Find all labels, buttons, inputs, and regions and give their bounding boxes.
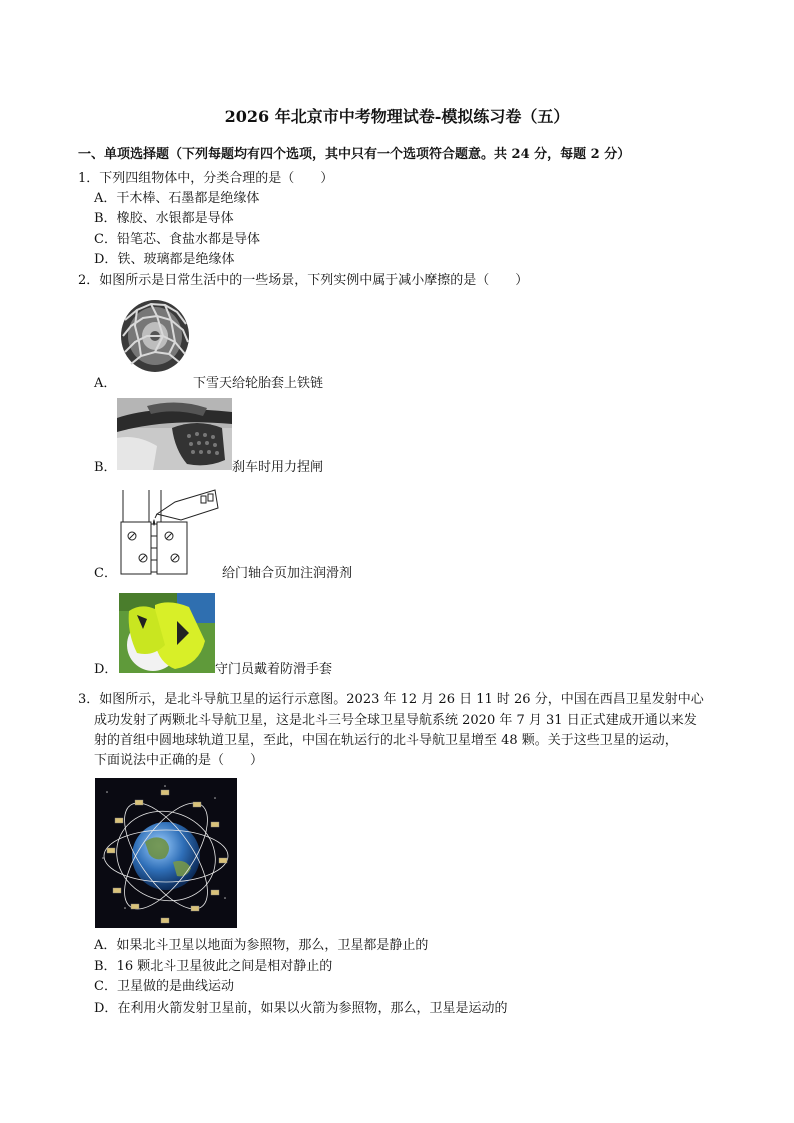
option-letter: C． xyxy=(94,979,117,994)
question-2-stem: 2．如图所示是日常生活中的一些场景，下列实例中属于减小摩擦的是（ ） xyxy=(78,273,529,288)
q3-option-a xyxy=(94,938,428,954)
option-text: 在利用火箭发射卫星前，如果以火箭为参照物，那么，卫星是运动的 xyxy=(117,1001,508,1016)
option-text: 如果北斗卫星以地面为参照物，那么，卫星都是静止的 xyxy=(116,938,429,953)
option-text: 卫星做的是曲线运动 xyxy=(116,979,234,994)
q1-option-b xyxy=(94,211,234,227)
q2-option-d-text: 守门员戴着防滑手套 xyxy=(215,662,333,677)
option-letter: C． xyxy=(94,232,117,247)
option-text: 干木棒、石墨都是绝缘体 xyxy=(116,191,260,206)
option-letter: D． xyxy=(94,252,118,267)
goalkeeper-gloves-image xyxy=(119,593,215,673)
bike-brake-image xyxy=(117,398,232,470)
q3-option-c xyxy=(94,979,234,995)
question-3-stem-line-3: 射的首组中圆地球轨道卫星，至此，中国在轨运行的北斗导航卫星增至 48 颗。关于这些卫星的运动， xyxy=(94,733,678,748)
q1-option-a xyxy=(94,191,259,207)
option-letter: A． xyxy=(94,191,117,206)
q2-option-c-letter: C． xyxy=(94,566,117,581)
q3-option-b xyxy=(94,959,332,975)
q2-option-d-letter: D． xyxy=(94,662,118,677)
option-text: 铅笔芯、食盐水都是导体 xyxy=(116,232,260,247)
option-letter: A． xyxy=(94,938,117,953)
tire-chain-image xyxy=(117,296,193,374)
beidou-satellite-orbits-image xyxy=(95,778,237,928)
door-hinge-image xyxy=(117,486,220,580)
q3-option-d xyxy=(94,1001,507,1017)
q2-option-b-text: 刹车时用力捏闸 xyxy=(232,460,324,475)
q2-option-c-text: 给门轴合页加注润滑剂 xyxy=(222,566,353,581)
option-letter: B． xyxy=(94,211,117,226)
question-3-stem-line-1: 3．如图所示，是北斗导航卫星的运行示意图。2023 年 12 月 26 日 11 时 26 分，中国在西昌卫星发射中心 xyxy=(78,692,704,707)
q2-option-a-letter: A． xyxy=(94,376,117,391)
question-1-stem: 1．下列四组物体中，分类合理的是（ ） xyxy=(78,171,334,186)
option-letter: B． xyxy=(94,959,117,974)
q2-option-a-text: 下雪天给轮胎套上铁链 xyxy=(193,376,324,391)
q2-option-b-letter: B． xyxy=(94,460,117,475)
option-text: 铁、玻璃都是绝缘体 xyxy=(117,252,235,267)
page-title: 2026 年北京市中考物理试卷-模拟练习卷（五） xyxy=(224,107,570,126)
question-3-stem-line-2: 成功发射了两颗北斗导航卫星，这是北斗三号全球卫星导航系统 2020 年 7 月 31 日正式建成开通以来发 xyxy=(94,713,697,728)
q1-option-d xyxy=(94,252,234,268)
q1-option-c xyxy=(94,232,260,248)
option-text: 16 颗北斗卫星彼此之间是相对静止的 xyxy=(116,959,333,974)
section-heading: 一、单项选择题（下列每题均有四个选项，其中只有一个选项符合题意。共 24 分，每题 2 分） xyxy=(78,147,631,162)
option-letter: D． xyxy=(94,1001,118,1016)
question-3-stem-line-4: 下面说法中正确的是（ ） xyxy=(94,753,264,768)
option-text: 橡胶、水银都是导体 xyxy=(116,211,234,226)
